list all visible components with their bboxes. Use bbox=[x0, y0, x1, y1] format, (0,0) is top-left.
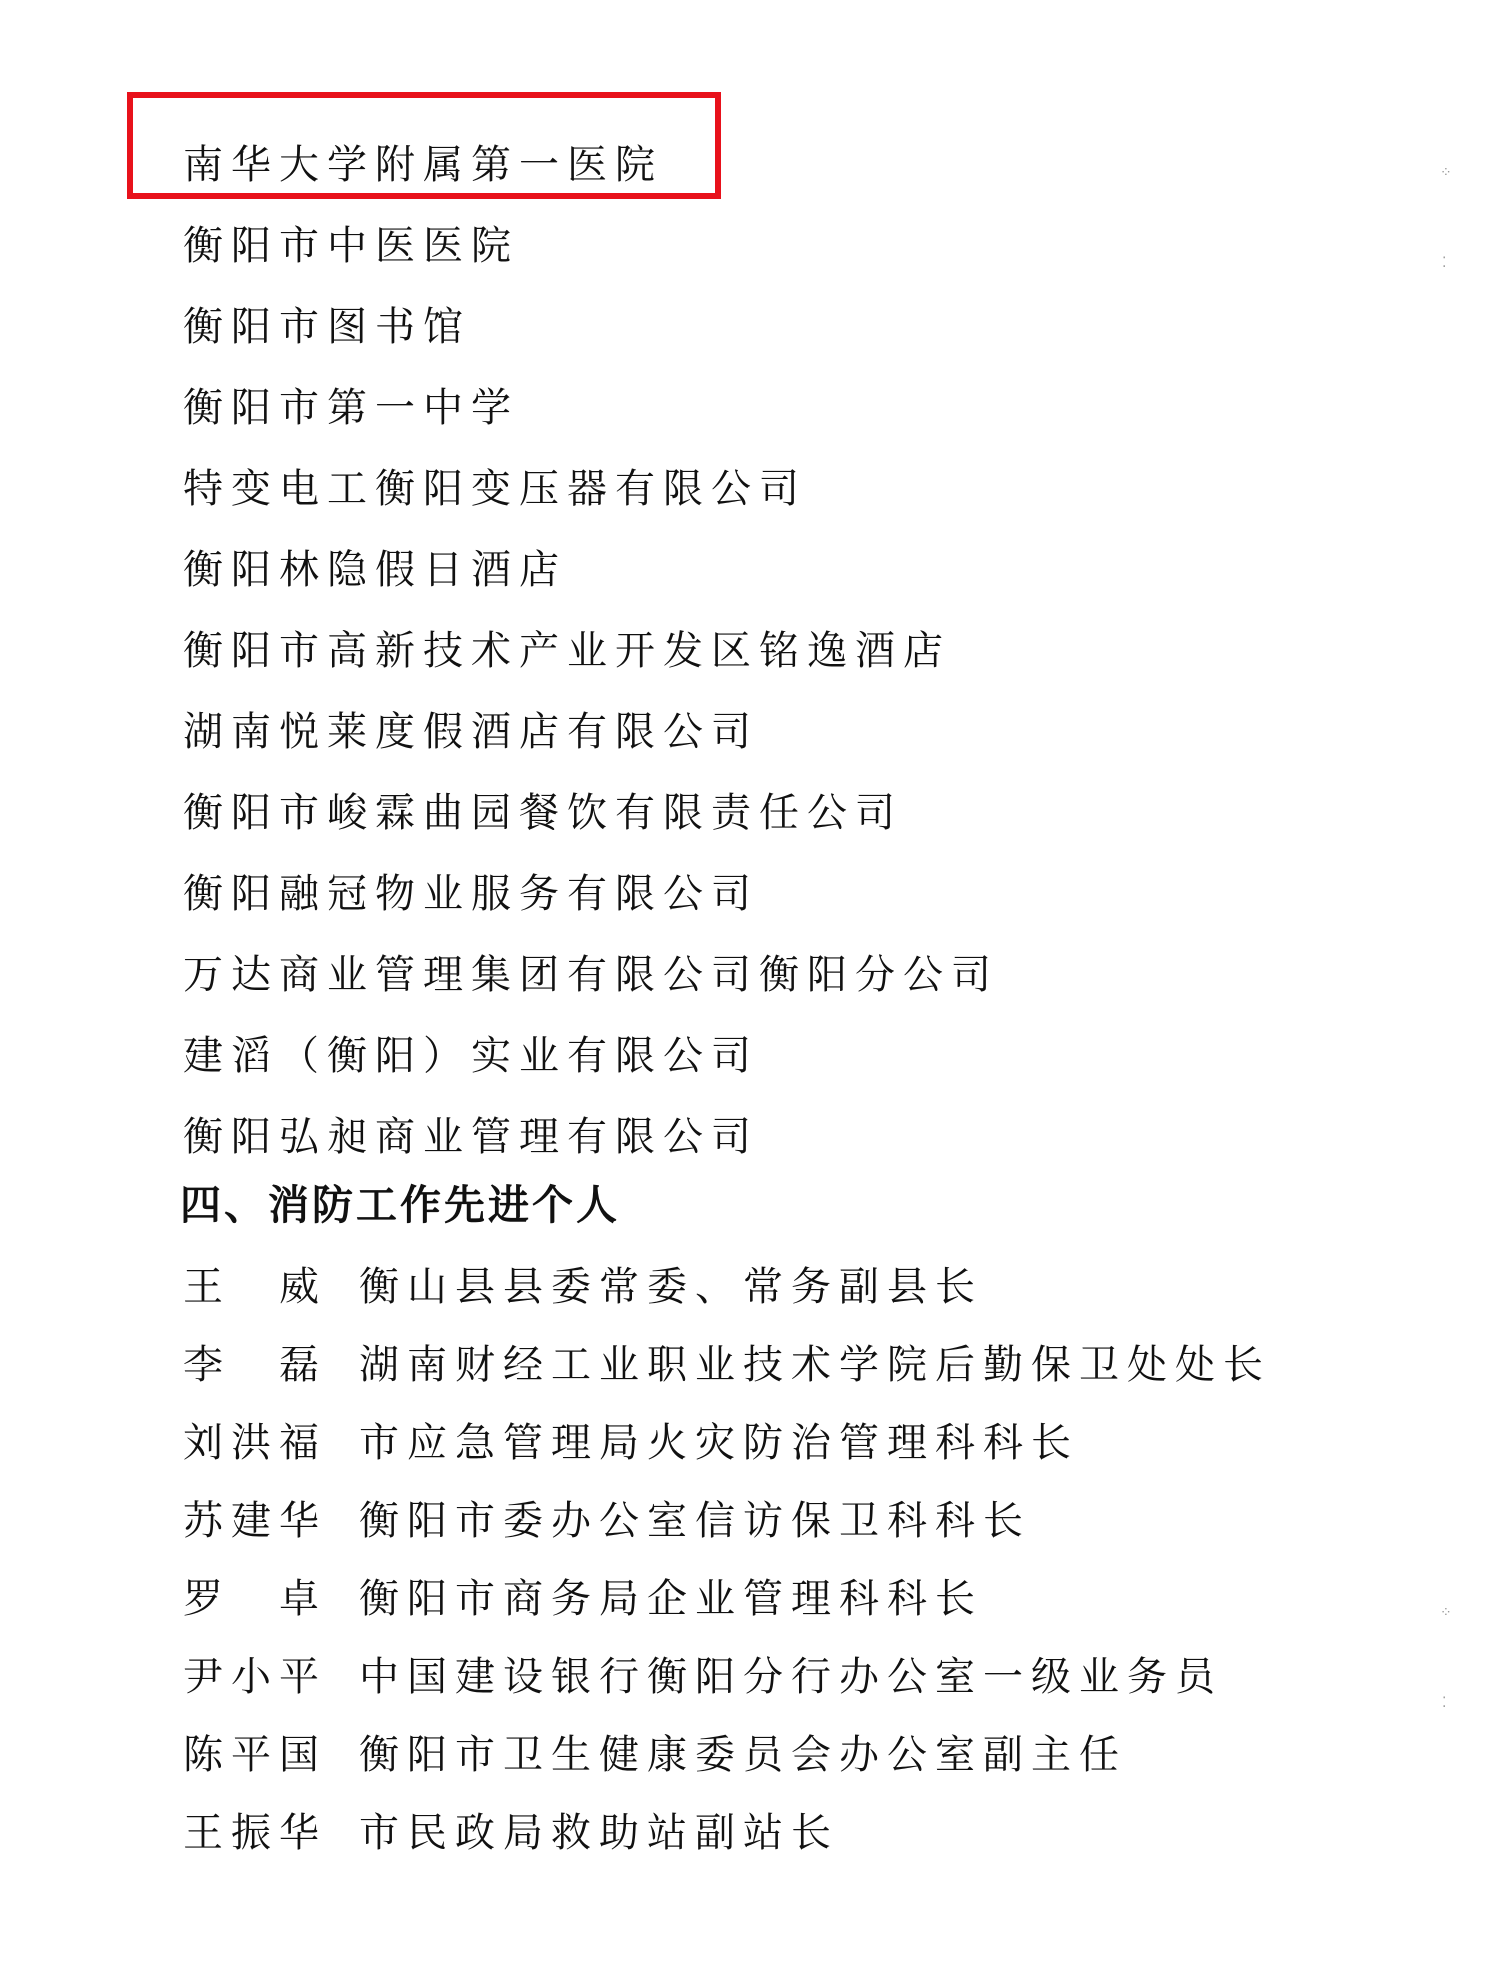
individual-row bbox=[183, 1560, 1271, 1638]
individual-title: 市民政局救助站副站长 bbox=[359, 1810, 839, 1856]
individual-title: 衡阳市委办公室信访保卫科科长 bbox=[359, 1498, 1031, 1544]
individual-row bbox=[183, 1794, 1271, 1872]
organization-list bbox=[183, 125, 999, 1178]
individual-name: 罗 卓 bbox=[183, 1576, 327, 1622]
organization-item: 特变电工衡阳变压器有限公司 bbox=[183, 466, 807, 512]
highlight-box bbox=[127, 92, 721, 199]
individual-name: 尹小平 bbox=[183, 1654, 327, 1700]
individual-title: 衡阳市商务局企业管理科科长 bbox=[359, 1576, 983, 1622]
section-heading: 四、消防工作先进个人 bbox=[180, 1181, 620, 1229]
organization-item: 衡阳市中医医院 bbox=[183, 223, 519, 269]
individual-name: 苏建华 bbox=[183, 1498, 327, 1544]
organization-item: 衡阳市第一中学 bbox=[183, 385, 519, 431]
individual-row bbox=[183, 1482, 1271, 1560]
individual-name: 王振华 bbox=[183, 1810, 327, 1856]
individual-row bbox=[183, 1638, 1271, 1716]
organization-item: 万达商业管理集团有限公司衡阳分公司 bbox=[183, 952, 999, 998]
organization-item: 衡阳融冠物业服务有限公司 bbox=[183, 871, 759, 917]
individual-title: 中国建设银行衡阳分行办公室一级业务员 bbox=[359, 1654, 1223, 1700]
scan-speck: ⁘ bbox=[1440, 1605, 1452, 1621]
individual-row bbox=[183, 1716, 1271, 1794]
individual-name: 李 磊 bbox=[183, 1342, 327, 1388]
organization-item: 衡阳市图书馆 bbox=[183, 304, 471, 350]
organization-item: 衡阳弘昶商业管理有限公司 bbox=[183, 1114, 759, 1160]
individual-title: 衡山县县委常委、常务副县长 bbox=[359, 1264, 983, 1310]
organization-item: 建滔（衡阳）实业有限公司 bbox=[183, 1033, 759, 1079]
individual-name: 王 威 bbox=[183, 1264, 327, 1310]
individual-title: 市应急管理局火灾防治管理科科长 bbox=[359, 1420, 1079, 1466]
organization-item: 衡阳林隐假日酒店 bbox=[183, 547, 567, 593]
individual-list bbox=[183, 1248, 1271, 1872]
individual-row bbox=[183, 1404, 1271, 1482]
individual-row bbox=[183, 1326, 1271, 1404]
scan-speck: ⁘ bbox=[1440, 165, 1452, 181]
organization-item: 湖南悦莱度假酒店有限公司 bbox=[183, 709, 759, 755]
organization-item: 衡阳市峻霖曲园餐饮有限责任公司 bbox=[183, 790, 903, 836]
organization-item: 南华大学附属第一医院 bbox=[183, 142, 663, 188]
individual-title: 湖南财经工业职业技术学院后勤保卫处处长 bbox=[359, 1342, 1271, 1388]
individual-name: 陈平国 bbox=[183, 1732, 327, 1778]
individual-row bbox=[183, 1248, 1271, 1326]
organization-item: 衡阳市高新技术产业开发区铭逸酒店 bbox=[183, 628, 951, 674]
scan-speck: ⁚ bbox=[1442, 255, 1447, 271]
individual-name: 刘洪福 bbox=[183, 1420, 327, 1466]
individual-title: 衡阳市卫生健康委员会办公室副主任 bbox=[359, 1732, 1127, 1778]
scan-speck: ⁚ bbox=[1442, 1695, 1447, 1711]
